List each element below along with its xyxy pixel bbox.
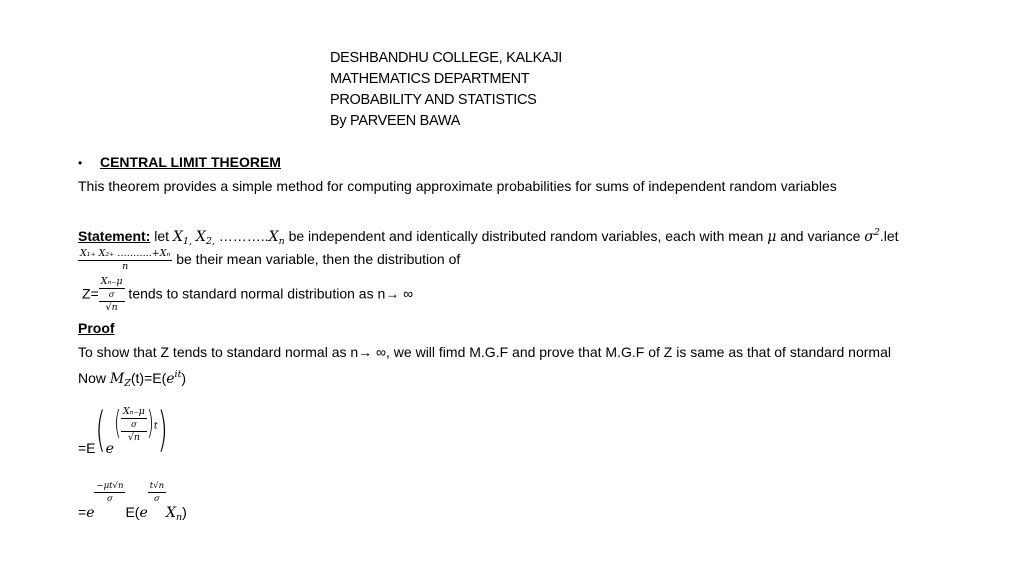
statement-label: Statement: [78,228,151,244]
eq1-fraction: Xₙ₋μ σ √n [123,406,145,443]
statement-line: Statement: let $X_{1,}$ $X_{2,}$ $\dots\dots\dots..X_n$ be independent and identically distributed random variables, each with mean μ and variance $\sigma^2.let$ [78,227,899,247]
college-name: DESHBANDHU COLLEGE, KALKAJI [330,50,563,66]
course-name: PROBABILITY AND STATISTICS [330,92,537,108]
z-definition: Z= Xₙ₋μ σ √n tends to standard normal distribution as n→ ∞ [82,276,414,313]
document-header [330,48,562,132]
mean-line: $\frac{\text{X₁₊ X₂₊ ………..+Xₙ}}{n}$ be their mean variable, then the distribution of [80,248,461,272]
mean-fraction: $\frac{\text{X₁₊ X₂₊ ………..+Xₙ}}{n}$ [80,248,171,272]
bullet-icon: • [78,156,83,170]
intro-text: This theorem provides a simple method for computing approximate probabilities for sums of independent random variables [78,178,837,194]
proof-title: Proof [78,320,115,336]
proof-intro: To show that Z tends to standard normal as n→ ∞, we will fimd M.G.F and prove that M.G.F of Z is same as that of standard normal [78,344,891,360]
mgf-line: Now $M_Z(t)=E(e^{it})$ [78,369,187,389]
section-heading [78,154,281,170]
eq2-exponent: $\frac{-\mu t√n}{\sigma}$ [96,481,124,504]
author-line: By PARVEEN BAWA [330,113,461,129]
department-name: MATHEMATICS DEPARTMENT [330,71,530,87]
section-title: CENTRAL LIMIT THEOREM [99,154,281,170]
expectation-eq1: =E(e( Xₙ₋μ σ √n )t) [78,403,168,458]
expectation-eq2: =e $\frac{-\mu t√n}{\sigma}$ E(e $\frac{t√n}{\sigma}$ Xn) [78,481,187,523]
z-fraction: Xₙ₋μ σ √n [100,276,123,313]
eq2-exponent2: $\frac{t√n}{\sigma}$ [149,481,165,504]
